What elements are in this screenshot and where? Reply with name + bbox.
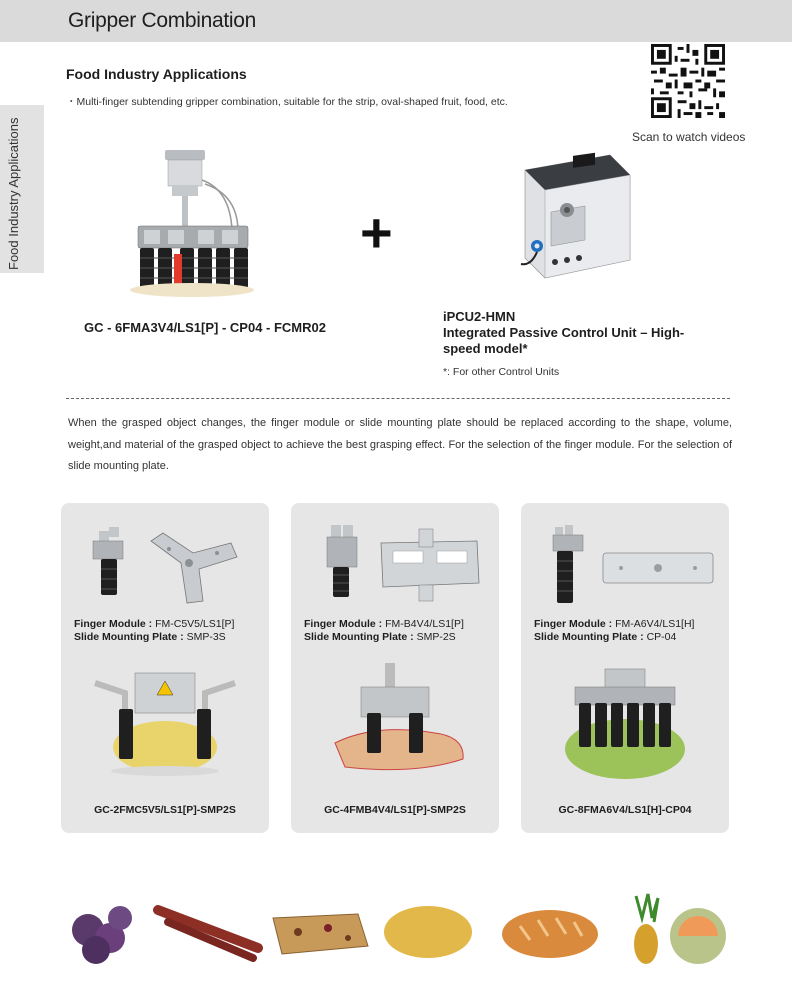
card-spec	[304, 618, 464, 644]
card-model: GC-8FMA6V4/LS1[H]-CP04	[558, 804, 692, 816]
combination-card	[291, 503, 499, 833]
slide-plate-label: Slide Mounting Plate :	[304, 631, 414, 643]
finger-module-value: FM-C5V5/LS1[P]	[155, 618, 235, 630]
card-model: GC-4FMB4V4/LS1[P]-SMP2S	[324, 804, 466, 816]
section-title: Food Industry Applications	[66, 66, 247, 82]
mango-image	[384, 906, 472, 958]
gripper-combination-image	[120, 150, 265, 300]
finger-module-and-plate-image	[301, 513, 489, 613]
cantaloupe-image	[670, 908, 726, 964]
card-spec	[74, 618, 234, 644]
card-spec	[534, 618, 694, 644]
finger-module-and-plate-image	[531, 513, 719, 613]
control-unit-title: Integrated Passive Control Unit – High-speed model*	[443, 325, 685, 356]
plums-image	[72, 906, 132, 964]
plus-sign: +	[360, 201, 393, 264]
slide-plate-value: SMP-2S	[416, 631, 456, 643]
food-examples-image	[58, 888, 738, 968]
qr-code-icon[interactable]	[651, 44, 725, 118]
control-unit-image	[515, 150, 635, 280]
gripper-combination-label: GC - 6FMA3V4/LS1[P] - CP04 - FCMR02	[84, 320, 326, 335]
slide-plate-value: SMP-3S	[186, 631, 226, 643]
control-unit-name	[443, 309, 713, 357]
finger-module-label: Finger Module :	[534, 618, 613, 630]
slide-plate-value: CP-04	[646, 631, 677, 643]
granola-bar-image	[273, 914, 368, 954]
page-title: Gripper Combination	[68, 9, 257, 32]
finger-module-label: Finger Module :	[304, 618, 383, 630]
gripper-grasping-cantaloupe-image	[545, 663, 705, 783]
side-tab-label: Food Industry Applications	[6, 117, 21, 270]
pineapple-image	[634, 894, 658, 964]
finger-module-value: FM-B4V4/LS1[P]	[385, 618, 464, 630]
body-paragraph: When the grasped object changes, the finger module or slide mounting plate should be replaced according to the shape, volume, weight,and material of the grasped object to achieve the best grasping effect. For the selection of the finger module. For the selection of slide mounting plate.	[68, 417, 732, 472]
control-unit-code: iPCU2-HMN	[443, 309, 516, 324]
section-description: ・Multi-finger subtending gripper combination, suitable for the strip, oval-shaped fruit, food, etc.	[66, 96, 508, 108]
qr-caption: Scan to watch videos	[632, 130, 746, 144]
dashed-divider	[66, 398, 730, 399]
slide-plate-label: Slide Mounting Plate :	[534, 631, 644, 643]
sausages-image	[158, 910, 258, 958]
slide-plate-label: Slide Mounting Plate :	[74, 631, 184, 643]
gripper-grasping-melon-image	[85, 663, 245, 783]
bread-image	[502, 910, 598, 958]
card-model: GC-2FMC5V5/LS1[P]-SMP2S	[94, 804, 236, 816]
gripper-grasping-bag-image	[315, 663, 475, 783]
finger-module-and-plate-image	[71, 513, 259, 613]
combination-card	[521, 503, 729, 833]
control-unit-note: *: For other Control Units	[443, 366, 560, 378]
finger-module-value: FM-A6V4/LS1[H]	[615, 618, 695, 630]
combination-card	[61, 503, 269, 833]
finger-module-label: Finger Module :	[74, 618, 153, 630]
